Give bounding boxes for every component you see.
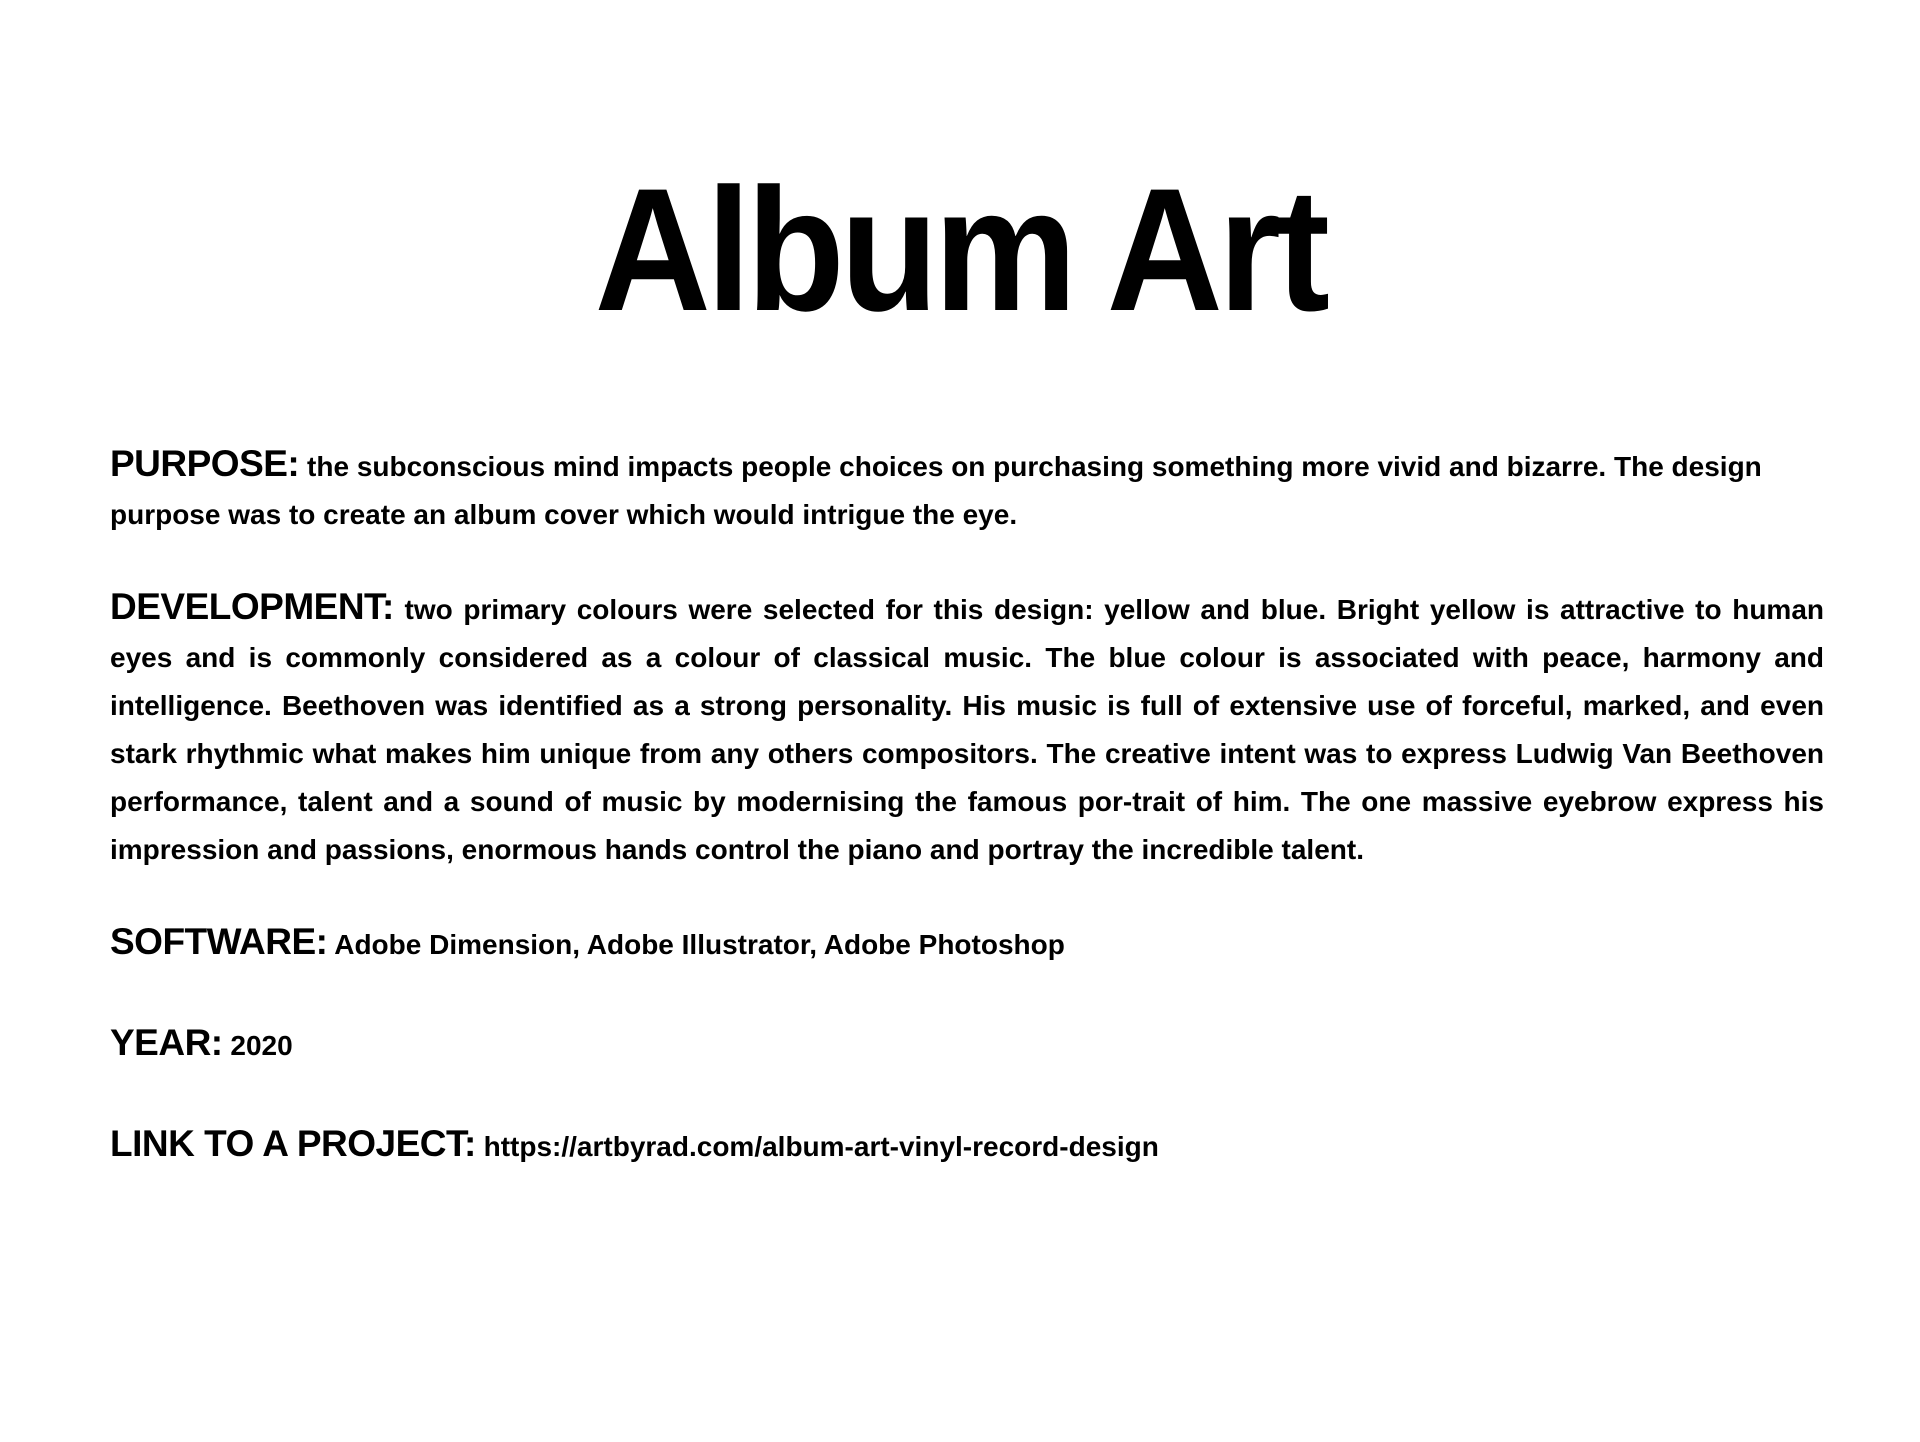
year-section <box>110 1019 1824 1070</box>
project-link-section <box>110 1120 1824 1171</box>
development-section <box>110 583 1824 874</box>
project-link[interactable]: https://artbyrad.com/album-art-vinyl-record-design <box>483 1131 1159 1162</box>
description-block <box>110 440 1824 1171</box>
purpose-text: the subconscious mind impacts people choices on purchasing something more vivid and bizarre. The design purpose was to create an album cover which would intrigue the eye. <box>110 451 1762 530</box>
development-label: DEVELOPMENT: <box>110 586 394 627</box>
year-label: YEAR: <box>110 1022 223 1063</box>
software-text: Adobe Dimension, Adobe Illustrator, Adobe Photoshop <box>334 929 1065 960</box>
page-title: Album Art <box>594 153 1326 348</box>
development-text: two primary colours were selected for this design: yellow and blue. Bright yellow is attractive to human eyes and is commonly considered as a colour of classical music. The blue colour is associated with peace, harmony and intelligence. Beethoven was identified as a strong personality. His music is full of extensive use of forceful, marked, and even stark rhythmic what makes him unique from any others compositors. The creative intent was to express Ludwig Van Beethoven performance, talent and a sound of music by modernising the famous por-trait of him. The one massive eyebrow express his impression and passions, enormous hands control the piano and portray the incredible talent. <box>110 594 1825 865</box>
project-link-label: LINK TO A PROJECT: <box>110 1123 476 1164</box>
purpose-label: PURPOSE: <box>110 443 300 484</box>
software-label: SOFTWARE: <box>110 921 328 962</box>
software-section <box>110 918 1824 969</box>
purpose-section <box>110 440 1824 539</box>
year-text: 2020 <box>230 1030 293 1061</box>
